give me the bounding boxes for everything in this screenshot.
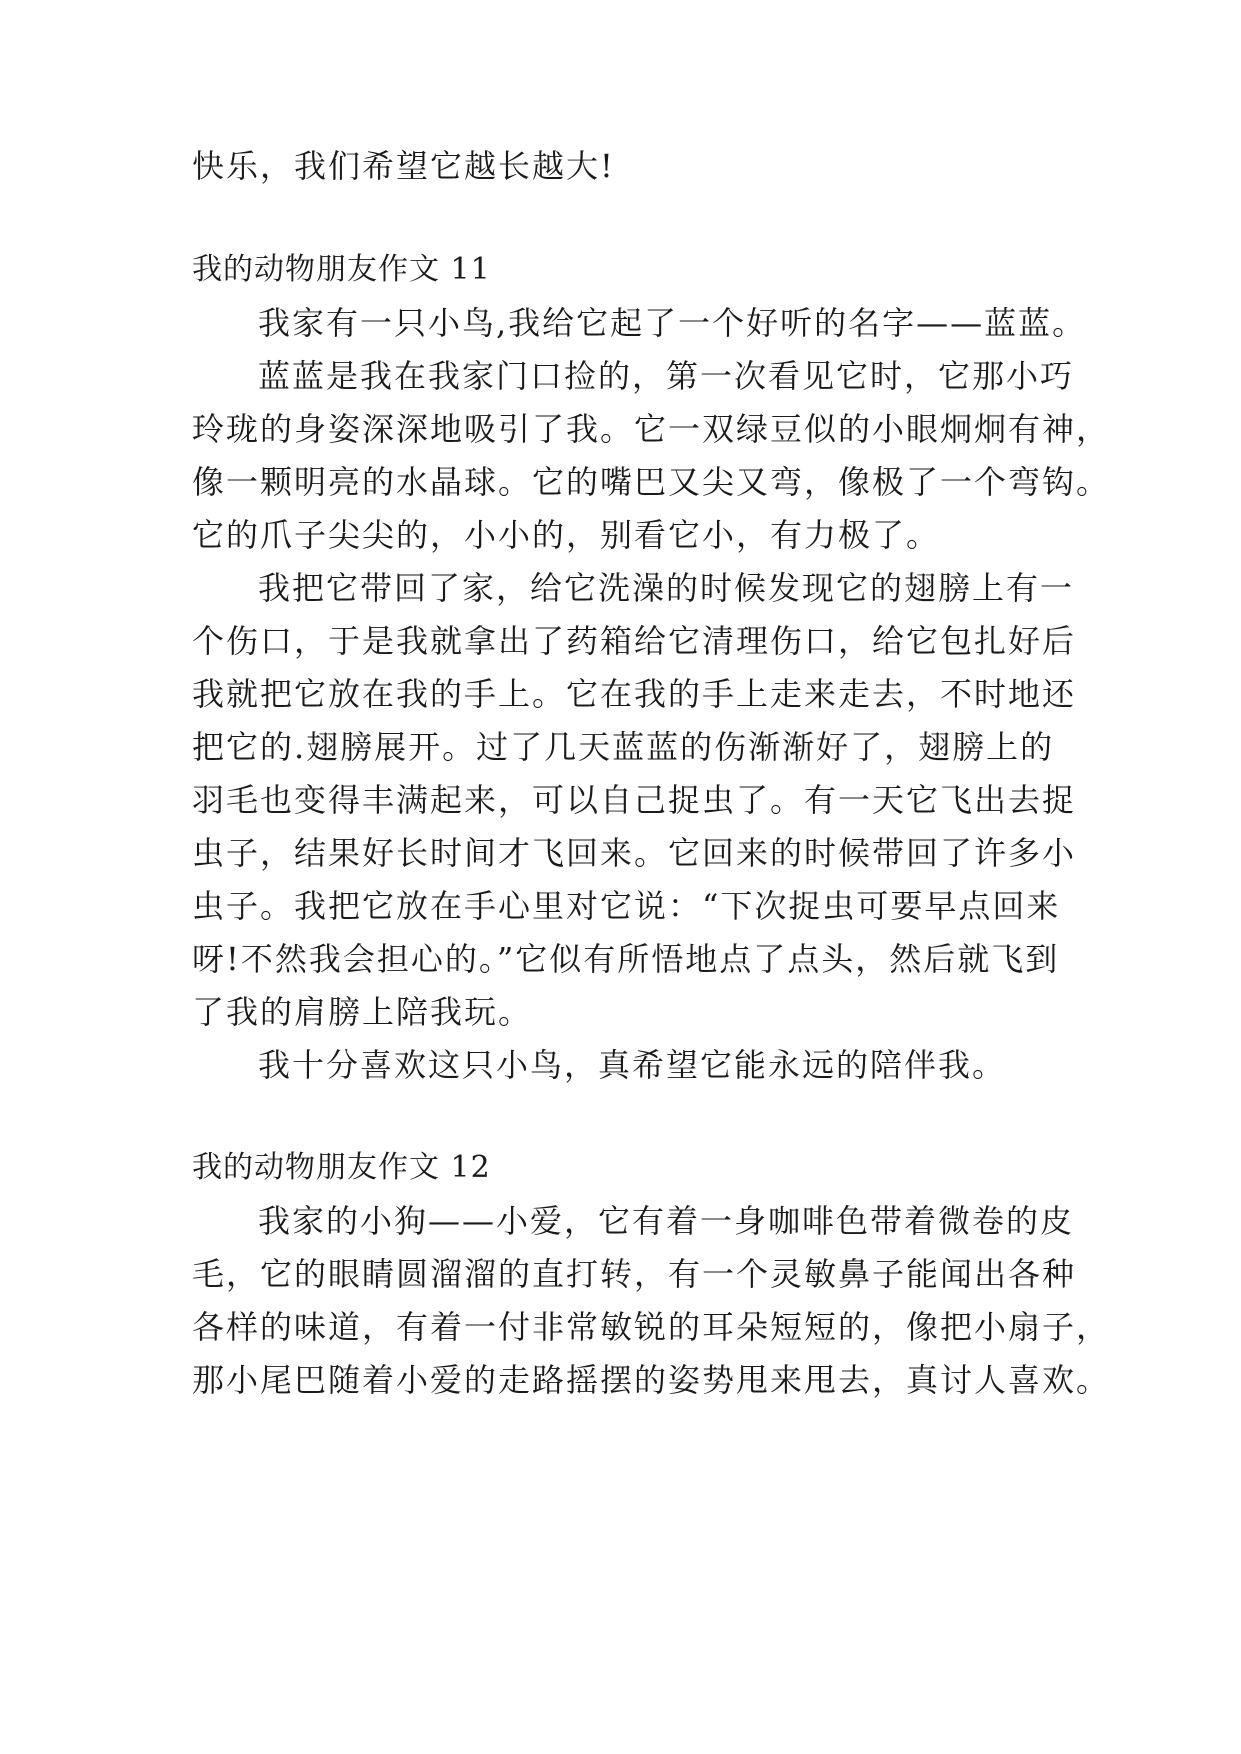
paragraph-line: 各样的味道，有着一付非常敏锐的耳朵短短的，像把小扇子， — [192, 1308, 1111, 1346]
paragraph-line: 虫子。我把它放在手心里对它说：“下次捉虫可要早点回来 — [192, 887, 1061, 925]
essay-title: 我的动物朋友作文 12 — [192, 1150, 491, 1185]
paragraph-line: 我十分喜欢这只小鸟，真希望它能永远的陪伴我。 — [258, 1046, 1007, 1084]
paragraph-line: 像一颗明亮的水晶球。它的嘴巴又尖又弯，像极了一个弯钩。 — [192, 463, 1111, 501]
paragraph-line: 那小尾巴随着小爱的走路摇摆的姿势甩来甩去，真讨人喜欢。 — [192, 1361, 1111, 1399]
paragraph-line: 玲珑的身姿深深地吸引了我。它一双绿豆似的小眼炯炯有神， — [192, 410, 1111, 448]
paragraph-line: 羽毛也变得丰满起来，可以自己捉虫了。有一天它飞出去捉 — [192, 781, 1077, 819]
paragraph-line: 呀!不然我会担心的。”它似有所悟地点了点头，然后就飞到 — [192, 940, 1060, 978]
paragraph-line: 了我的肩膀上陪我玩。 — [192, 993, 533, 1031]
paragraph-line: 毛，它的眼睛圆溜溜的直打转，有一个灵敏鼻子能闻出各种 — [192, 1255, 1077, 1293]
paragraph-line: 快乐，我们希望它越长越大! — [192, 147, 615, 185]
paragraph-line: 把它的.翅膀展开。过了几天蓝蓝的伤渐渐好了，翅膀上的 — [192, 728, 1055, 766]
paragraph-line: 我家有一只小鸟,我给它起了一个好听的名字——蓝蓝。 — [258, 304, 1087, 342]
paragraph-line: 个伤口，于是我就拿出了药箱给它清理伤口，给它包扎好后 — [192, 622, 1077, 660]
paragraph-line: 它的爪子尖尖的，小小的，别看它小，有力极了。 — [192, 516, 941, 554]
paragraph-line: 我把它带回了家，给它洗澡的时候发现它的翅膀上有一 — [258, 569, 1075, 607]
paragraph-line: 我就把它放在我的手上。它在我的手上走来走去，不时地还 — [192, 675, 1077, 713]
paragraph-line: 蓝蓝是我在我家门口捡的，第一次看见它时，它那小巧 — [258, 357, 1075, 395]
paragraph-line: 我家的小狗——小爱，它有着一身咖啡色带着微卷的皮 — [258, 1202, 1075, 1240]
essay-title: 我的动物朋友作文 11 — [192, 252, 491, 287]
paragraph-line: 虫子，结果好长时间才飞回来。它回来的时候带回了许多小 — [192, 834, 1077, 872]
